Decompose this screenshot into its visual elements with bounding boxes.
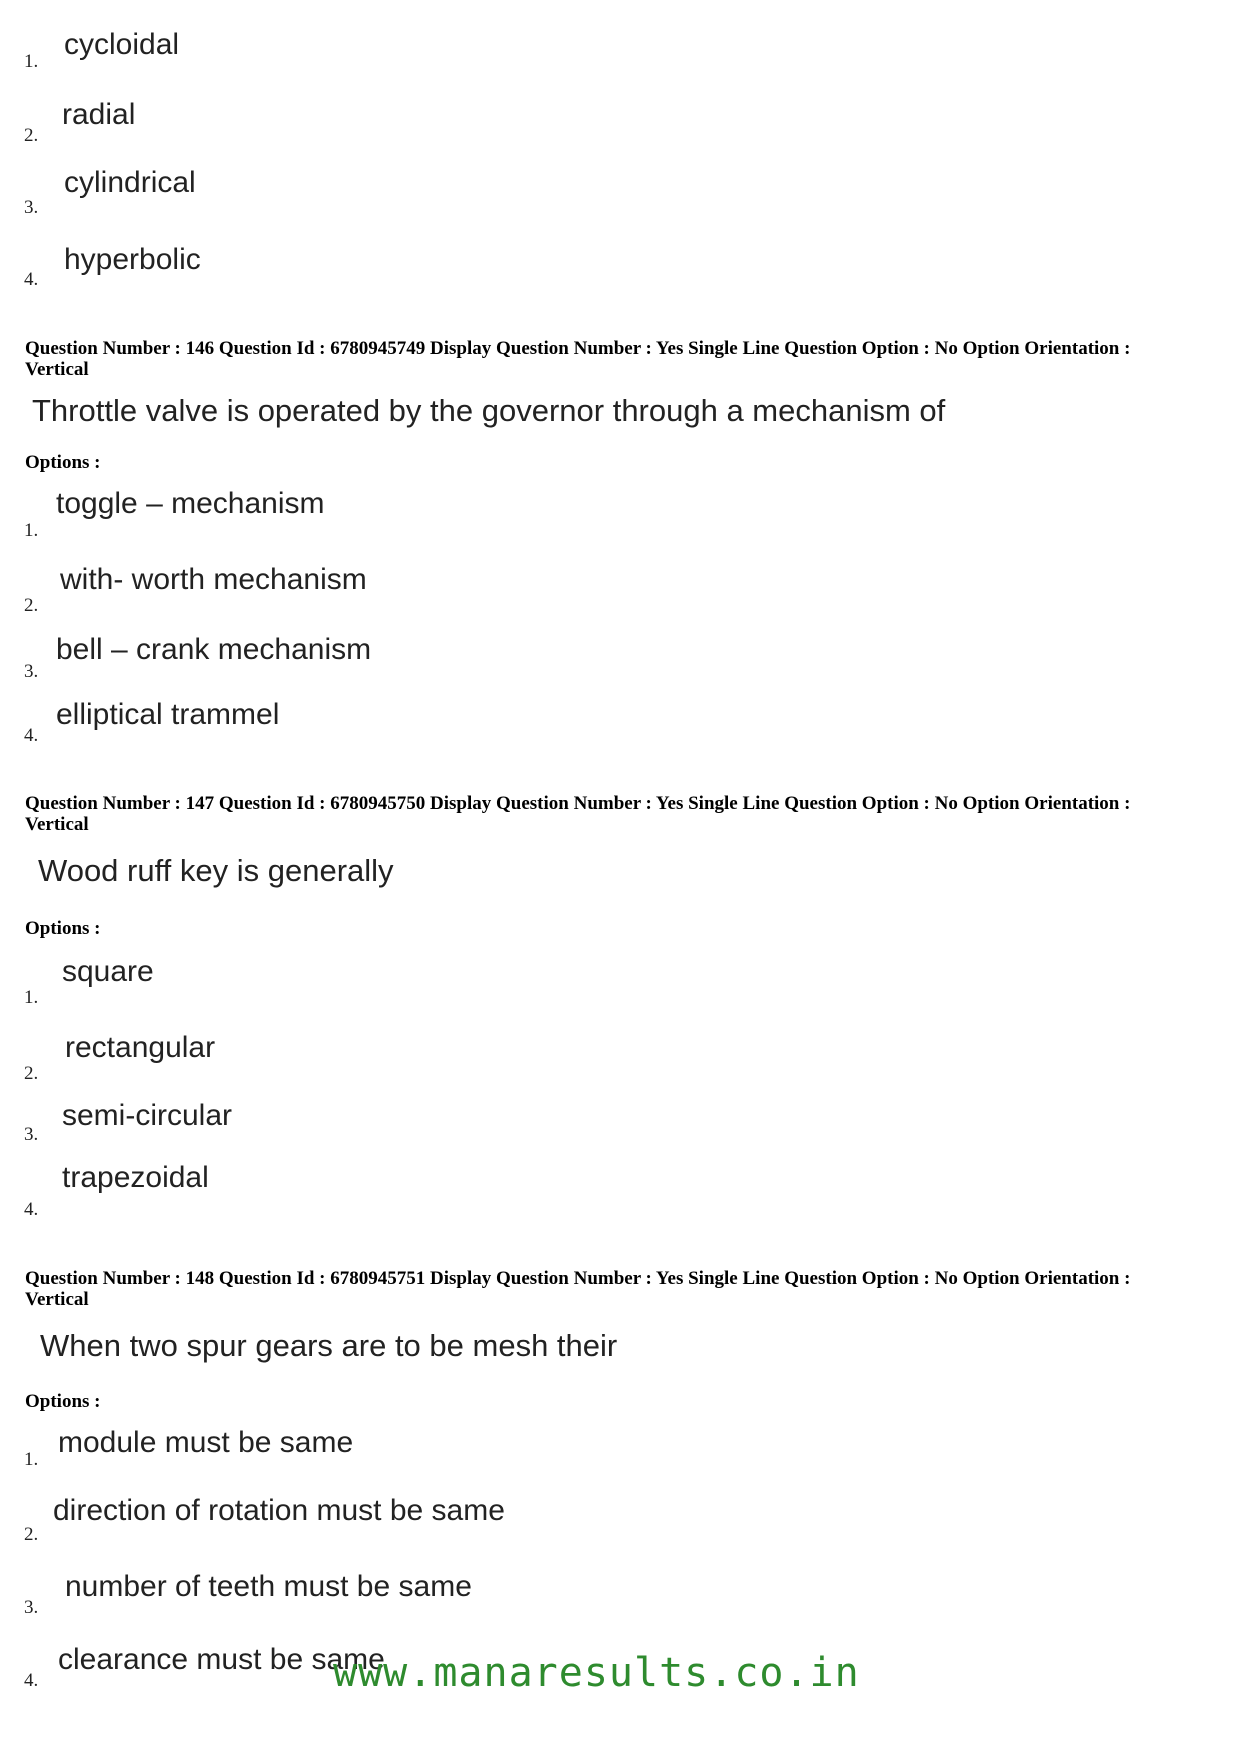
option-text: cylindrical (64, 166, 196, 199)
question-meta: Question Number : 146 Question Id : 6780945749 Display Question Number : Yes Single Line Question Option : No Option Orientation : Vertical (25, 338, 1131, 380)
option-text: with- worth mechanism (60, 563, 367, 596)
option-text: trapezoidal (62, 1161, 209, 1194)
option-text: rectangular (65, 1031, 216, 1064)
option-text: cycloidal (64, 28, 180, 61)
question-text: When two spur gears are to be mesh their (40, 1328, 618, 1363)
options-label: Options : (25, 452, 101, 473)
option-text: toggle – mechanism (56, 487, 325, 520)
watermark: www.manaresults.co.in (333, 1650, 860, 1696)
option-number: 3. (24, 1597, 39, 1618)
option-number: 3. (24, 197, 39, 218)
option-number: 4. (24, 269, 39, 290)
option-number: 3. (24, 661, 39, 682)
question-text: Throttle valve is operated by the governor through a mechanism of (32, 393, 946, 428)
option-number: 1. (24, 520, 39, 541)
option-number: 4. (24, 1199, 39, 1220)
question-meta: Question Number : 147 Question Id : 6780945750 Display Question Number : Yes Single Line Question Option : No Option Orientation : Vertical (25, 793, 1131, 835)
option-number: 1. (24, 1449, 39, 1470)
option-number: 2. (24, 125, 39, 146)
option-text: bell – crank mechanism (56, 633, 372, 666)
option-text: elliptical trammel (56, 698, 280, 731)
question-text: Wood ruff key is generally (38, 853, 394, 888)
option-text: hyperbolic (64, 243, 201, 276)
option-text: module must be same (58, 1426, 354, 1459)
option-number: 4. (24, 1670, 39, 1691)
option-number: 2. (24, 595, 39, 616)
option-text: square (62, 955, 154, 988)
option-number: 2. (24, 1063, 39, 1084)
options-label: Options : (25, 1391, 101, 1412)
option-text: direction of rotation must be same (53, 1494, 505, 1527)
option-number: 3. (24, 1124, 39, 1145)
option-number: 1. (24, 51, 39, 72)
option-number: 4. (24, 725, 39, 746)
question-meta: Question Number : 148 Question Id : 6780945751 Display Question Number : Yes Single Line Question Option : No Option Orientation : Vertical (25, 1268, 1131, 1310)
option-text: semi-circular (62, 1099, 233, 1132)
option-text: number of teeth must be same (65, 1570, 472, 1603)
option-text: clearance must be same (58, 1643, 385, 1676)
option-number: 1. (24, 987, 39, 1008)
option-number: 2. (24, 1524, 39, 1545)
options-label: Options : (25, 918, 101, 939)
option-text: radial (62, 98, 136, 131)
